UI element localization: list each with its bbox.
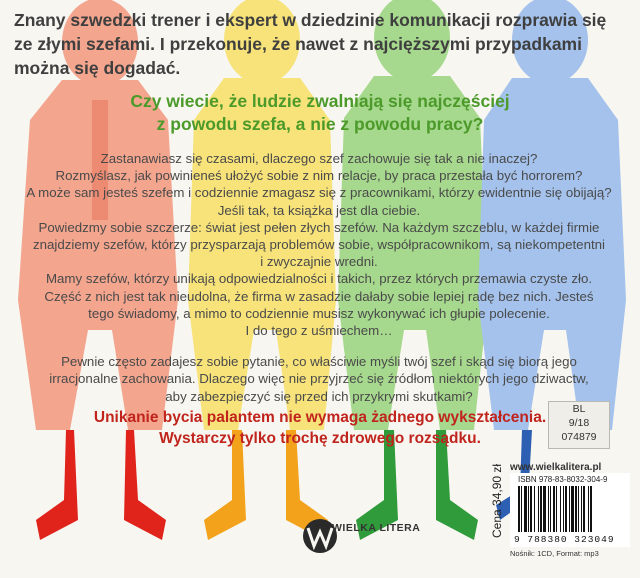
body-line: i zwyczajnie wredni. <box>260 254 378 270</box>
body-line: Rozmyślasz, jak powinieneś ułożyć sobie z nim relacje, by praca przestała być horrorem? <box>55 168 583 184</box>
barcode-bar <box>538 486 539 532</box>
barcode-bar <box>521 486 522 532</box>
body-line: Zastanawiasz się czasami, dlaczego szef zachowuje się tak a nie inaczej? <box>100 151 538 166</box>
body-line: Jeśli tak, ta książka jest dla ciebie. <box>217 202 421 218</box>
body-line: znajdziemy szefów, którzy przysparzają problemów sobie, współpracownikom, są niekompetentni <box>32 237 606 253</box>
intro-line: Znany szwedzki trener i ekspert w dziedzinie komunikacji rozprawia się <box>14 10 607 30</box>
intro-line: ze złymi szefami. I przekonuje, że nawet z najcięższymi przypadkami <box>14 34 582 54</box>
barcode-bar <box>569 486 570 532</box>
barcode-bar <box>543 486 546 532</box>
barcode-bar <box>578 486 579 532</box>
barcode-bar <box>588 486 589 532</box>
library-sticker <box>548 401 610 449</box>
barcode-bar <box>575 486 577 532</box>
body-line: irracjonalne zachowania. Dlaczego więc nie przyjrzeć się źródłom niektórych jego dziwactw, <box>49 371 589 387</box>
tagline-line: Unikanie bycia palantem nie wymaga żadnego wykształcenia. <box>93 409 547 426</box>
barcode-bar <box>534 486 535 532</box>
barcode-bar <box>571 486 574 532</box>
body-line: Pewnie często zadajesz sobie pytanie, co właściwie myśli twój szef i skąd się biorą jego <box>61 354 577 370</box>
barcode-panel <box>510 473 630 547</box>
barcode-bar <box>556 486 557 532</box>
barcode-bar <box>581 486 582 532</box>
intro-paragraph <box>14 8 634 80</box>
body-line: Część z nich jest tak nieudolna, że firma w zasadzie dałaby sobie lepiej radę bez nich. Jesteś <box>44 288 594 304</box>
body-line: A może sam jesteś szefem i codziennie zmagasz się z pracownikami, którzy ewidentnie się obijają? <box>26 185 612 201</box>
barcode-bar <box>565 486 567 532</box>
intro-line: można się dogadać. <box>14 58 181 78</box>
body-line: aby zabezpieczyć się przed ich przykrymi skutkami? <box>165 388 473 404</box>
barcode-bar <box>524 486 527 532</box>
barcode-bar <box>548 486 549 532</box>
barcode-bar <box>530 486 532 532</box>
barcode <box>516 486 624 532</box>
description-text <box>14 150 624 405</box>
body-line: Mamy szefów, którzy unikają odpowiedzialności i takich, przez których przemawia czyste zło. <box>45 271 593 287</box>
question-heading <box>40 90 600 136</box>
barcode-number: 9 788380 323049 <box>514 534 615 545</box>
body-line: Powiedzmy sobie szczerze: świat jest pełen złych szefów. Na każdym szczeblu, w każdej firmie <box>38 219 600 235</box>
price-label <box>486 450 504 540</box>
body-line: I do tego z uśmiechem… <box>245 323 393 339</box>
barcode-bar <box>553 486 555 532</box>
barcode-bar <box>518 486 520 532</box>
price-text: Cena 34,90 zł <box>490 463 504 538</box>
question-line: z powodu szefa, a nie z powodu pracy? <box>156 114 484 134</box>
tagline-line: Wystarczy tylko trochę zdrowego rozsądku. <box>159 430 481 447</box>
barcode-bar <box>540 486 542 532</box>
publisher-logo <box>300 510 440 560</box>
body-line: tego świadomy, a mimo to codziennie musisz wykonywać ich głupie polecenie. <box>88 305 550 321</box>
barcode-bar <box>528 486 529 532</box>
barcode-bar <box>590 486 592 532</box>
publisher-name: WIELKA LITERA <box>332 522 421 534</box>
media-format-note: Nośnik: 1CD, Format: mp3 <box>510 549 599 558</box>
paragraph-gap <box>14 339 624 353</box>
barcode-bar <box>550 486 551 532</box>
barcode-bar <box>560 486 561 532</box>
sticker-line: 074879 <box>561 431 597 443</box>
isbn-text: ISBN 978-83-8032-304-9 <box>518 475 608 484</box>
sticker-line: 9/18 <box>568 417 590 429</box>
publisher-website: www.wielkalitera.pl <box>510 462 602 473</box>
tagline <box>60 407 580 449</box>
barcode-bar <box>563 486 564 532</box>
question-line: Czy wiecie, że ludzie zwalniają się najczęściej <box>130 91 510 111</box>
sticker-line: BL <box>572 403 586 415</box>
barcode-bar <box>583 486 585 532</box>
